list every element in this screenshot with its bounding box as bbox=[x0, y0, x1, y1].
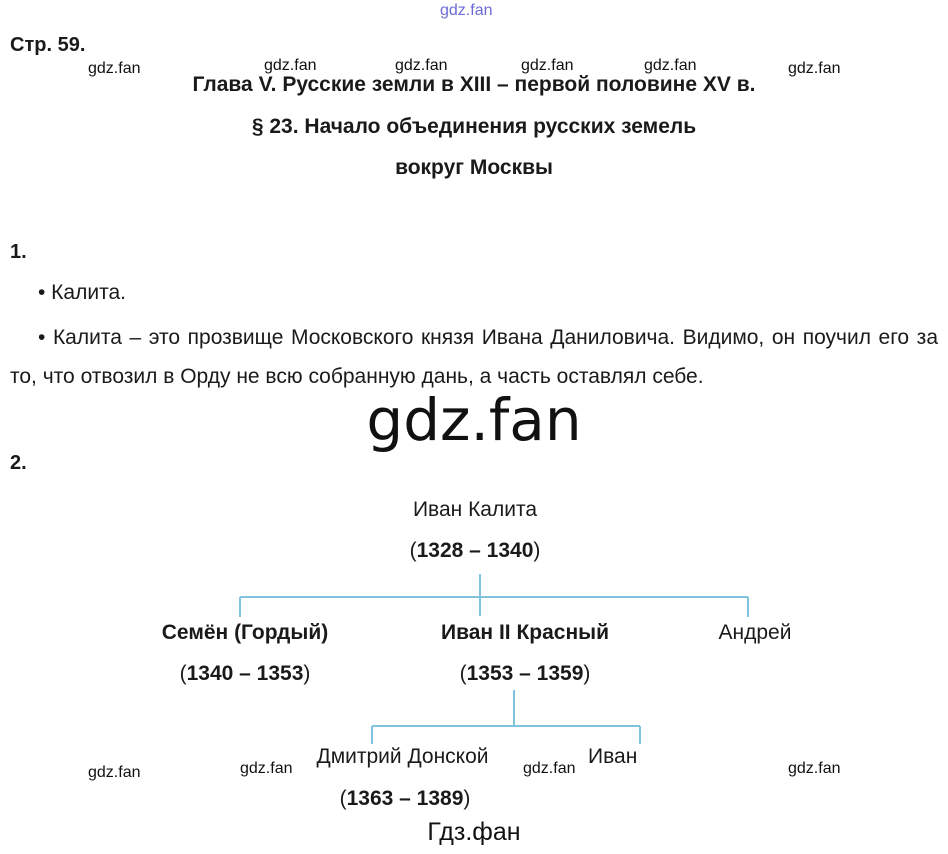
answer-paragraph-text: • Калита – это прозвище Московского князя Ивана Даниловича. Видимо, он поучил его за то, что отвозил в Орду не всю собранную дань, а часть оставлял себе. bbox=[10, 326, 938, 388]
tree-node-child-name: Иван II Красный bbox=[441, 621, 609, 644]
watermark-top: gdz.fan bbox=[440, 2, 493, 19]
question-number: 1. bbox=[10, 241, 27, 263]
tree-node-child-dates: (1353 – 1359) bbox=[459, 662, 591, 685]
section-title: § 23. Начало объединения русских земель bbox=[251, 115, 697, 138]
question-number: 2. bbox=[10, 452, 27, 474]
tree-node-child-name: Семён (Гордый) bbox=[161, 621, 329, 644]
watermark-small: gdz.fan bbox=[788, 760, 841, 777]
chapter-title: Глава V. Русские земли в XIII – первой половине XV в. bbox=[192, 73, 756, 96]
watermark-small: gdz.fan bbox=[521, 57, 574, 74]
tree-node-root-dates: (1328 – 1340) bbox=[409, 539, 541, 562]
page-reference: Стр. 59. bbox=[10, 34, 86, 56]
watermark-bottom: Гдз.фан bbox=[427, 818, 521, 846]
watermark-small: gdz.fan bbox=[788, 60, 841, 77]
tree-node-grandchild-dates: (1363 – 1389) bbox=[339, 787, 471, 810]
tree-node-grandchild-name: Иван bbox=[588, 745, 638, 768]
answer-bullet: • Калита. bbox=[38, 281, 126, 304]
tree-node-grandchild-name: Дмитрий Донской bbox=[316, 745, 489, 768]
watermark-small: gdz.fan bbox=[395, 57, 448, 74]
tree-node-child-dates: (1340 – 1353) bbox=[179, 662, 311, 685]
watermark-small: gdz.fan bbox=[523, 760, 576, 777]
watermark-large: gdz.fan bbox=[366, 386, 582, 454]
section-title-continued: вокруг Москвы bbox=[395, 156, 553, 179]
watermark-small: gdz.fan bbox=[644, 57, 697, 74]
watermark-small: gdz.fan bbox=[240, 760, 293, 777]
watermark-small: gdz.fan bbox=[88, 764, 141, 781]
tree-node-root-name: Иван Калита bbox=[412, 498, 538, 521]
watermark-small: gdz.fan bbox=[88, 60, 141, 77]
tree-node-child-name: Андрей bbox=[718, 621, 792, 644]
watermark-small: gdz.fan bbox=[264, 57, 317, 74]
